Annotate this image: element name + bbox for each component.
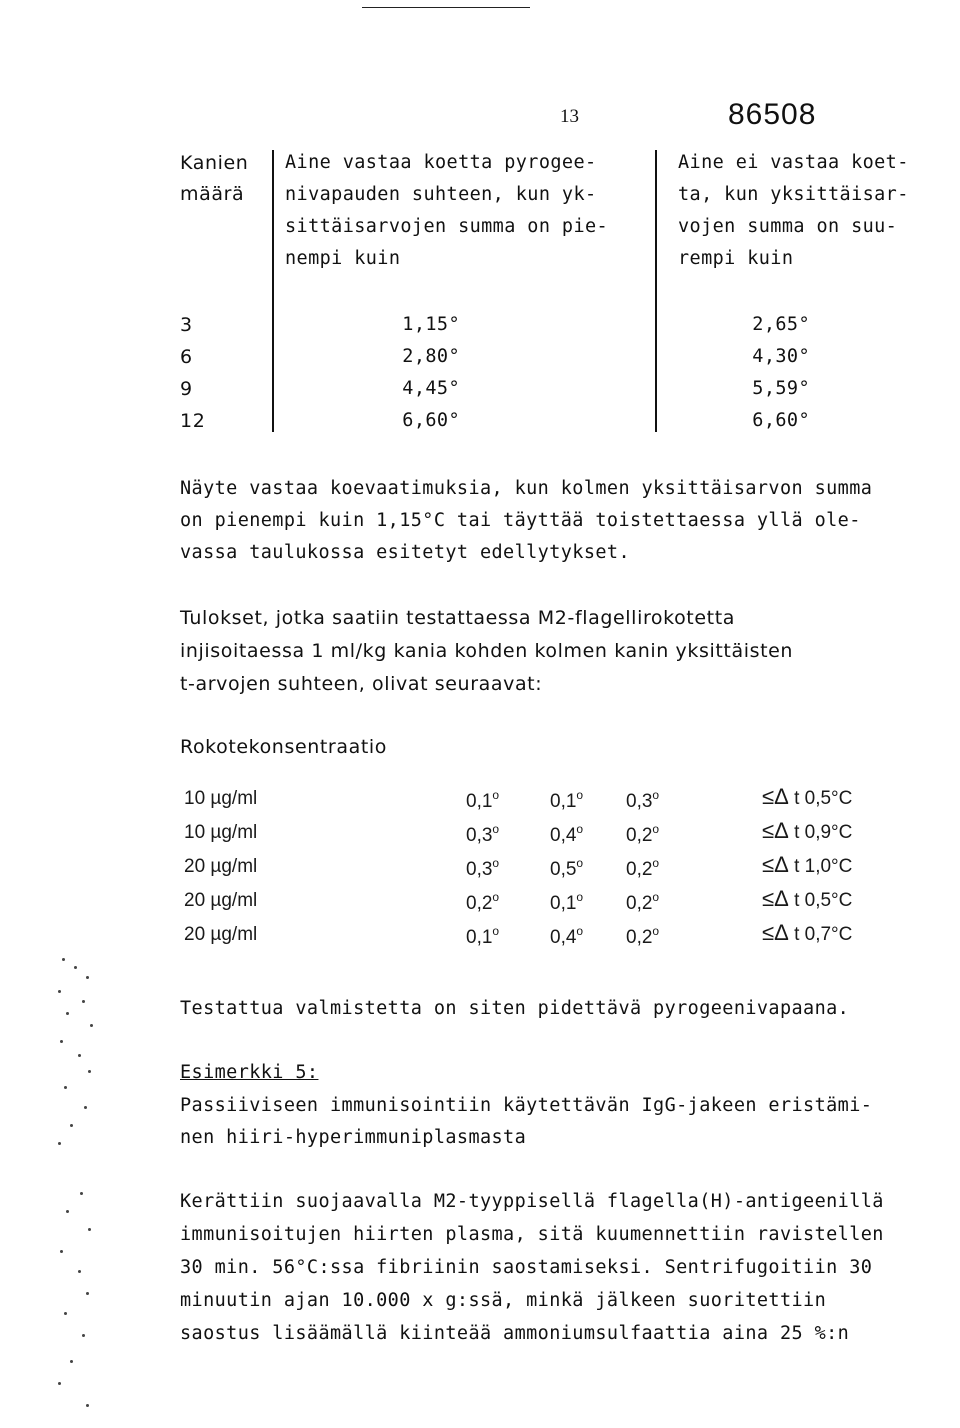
concentration-value: 20 µg/ml — [184, 890, 258, 911]
fail-limit: 6,60° — [752, 410, 810, 431]
header-fail-line-1: Aine ei vastaa koet- — [678, 152, 909, 173]
table-divider-left — [272, 150, 274, 432]
t-value-1: 0,3$^o$ — [466, 822, 500, 846]
results-intro-line-2: injisoitaessa 1 ml/kg kania kohden kolmen kanin yksittäisten — [180, 640, 794, 662]
header-pass-line-2: nivapauden suhteen, kun yk- — [285, 184, 597, 205]
t-value-3: 0,2$^o$ — [626, 856, 660, 880]
example-title-line-1: Passiiviseen immunisointiin käytettävän IgG-jakeen eristämi- — [180, 1095, 873, 1116]
example-title-line-2: nen hiiri-hyperimmuniplasmasta — [180, 1127, 527, 1148]
rabbit-count: 12 — [180, 410, 206, 432]
t-value-1: 0,2$^o$ — [466, 890, 500, 914]
header-fail-line-4: rempi kuin — [678, 248, 794, 269]
header-pass-line-1: Aine vastaa koetta pyrogee- — [285, 152, 597, 173]
t-value-3: 0,3$^o$ — [626, 788, 660, 812]
t-value-1: 0,3$^o$ — [466, 856, 500, 880]
sum-leq-delta-icon: ≤Δ — [762, 784, 789, 809]
header-pass-line-4: nempi kuin — [285, 248, 401, 269]
header-fail-line-2: ta, kun yksittäisar- — [678, 184, 909, 205]
concentration-value: 20 µg/ml — [184, 924, 258, 945]
header-pass-line-3: sittäisarvojen summa on pie- — [285, 216, 609, 237]
fail-limit: 5,59° — [752, 378, 810, 399]
procedure-paragraph-line-1: Kerättiin suojaavalla M2-tyyppisellä flagella(H)-antigeenillä — [180, 1191, 884, 1212]
example-heading: Esimerkki 5: — [180, 1062, 319, 1083]
fail-limit: 2,65° — [752, 314, 810, 335]
concentration-value: 20 µg/ml — [184, 856, 258, 877]
t-value-2: 0,1$^o$ — [550, 788, 584, 812]
t-value-2: 0,4$^o$ — [550, 822, 584, 846]
results-intro-line-1: Tulokset, jotka saatiin testattaessa M2-flagellirokotetta — [180, 607, 735, 629]
procedure-paragraph-line-4: minuutin ajan 10.000 x g:ssä, minkä jälkeen suoritettiin — [180, 1290, 827, 1311]
delta-t-sum: ≤Δ t 1,0°C — [762, 852, 853, 877]
requirement-paragraph-line-2: on pienempi kuin 1,15°C tai täyttää toistettaessa yllä ole- — [180, 510, 861, 531]
delta-t-sum: ≤Δ t 0,9°C — [762, 818, 853, 843]
t-value-1: 0,1$^o$ — [466, 924, 500, 948]
t-value-2: 0,4$^o$ — [550, 924, 584, 948]
procedure-paragraph-line-3: 30 min. 56°C:ssa fibriinin saostamiseksi. Sentrifugoitiin 30 — [180, 1257, 873, 1278]
t-value-3: 0,2$^o$ — [626, 924, 660, 948]
requirement-paragraph-line-3: vassa taulukossa esitetyt edellytykset. — [180, 542, 630, 563]
pass-limit: 4,45° — [402, 378, 460, 399]
requirement-paragraph-line-1: Näyte vastaa koevaatimuksia, kun kolmen yksittäisarvon summa — [180, 478, 873, 499]
delta-t-sum: ≤Δ t 0,5°C — [762, 886, 853, 911]
results-intro-line-3: t-arvojen suhteen, olivat seuraavat: — [180, 673, 543, 695]
scan-top-rule — [362, 7, 530, 8]
delta-t-sum: ≤Δ t 0,5°C — [762, 784, 853, 809]
header-fail-line-3: vojen summa on suu- — [678, 216, 898, 237]
pass-limit: 6,60° — [402, 410, 460, 431]
pass-limit: 2,80° — [402, 346, 460, 367]
header-rabbit-count-line-1: Kanien — [180, 152, 249, 174]
sum-leq-delta-icon: ≤Δ — [762, 818, 789, 843]
t-value-2: 0,1$^o$ — [550, 890, 584, 914]
rabbit-count: 6 — [180, 346, 193, 368]
table-divider-right — [655, 150, 657, 432]
conclusion: Testattua valmistetta on siten pidettävä pyrogeenivapaana. — [180, 998, 850, 1019]
pass-limit: 1,15° — [402, 314, 460, 335]
delta-t-sum: ≤Δ t 0,7°C — [762, 920, 853, 945]
document-number: 86508 — [728, 98, 817, 131]
t-value-3: 0,2$^o$ — [626, 890, 660, 914]
concentration-value: 10 µg/ml — [184, 788, 258, 809]
sum-leq-delta-icon: ≤Δ — [762, 920, 789, 945]
procedure-paragraph-line-2: immunisoitujen hiirten plasma, sitä kuumennettiin ravistellen — [180, 1224, 884, 1245]
rabbit-count: 9 — [180, 378, 193, 400]
concentration-value: 10 µg/ml — [184, 822, 258, 843]
fail-limit: 4,30° — [752, 346, 810, 367]
t-value-3: 0,2$^o$ — [626, 822, 660, 846]
t-value-1: 0,1$^o$ — [466, 788, 500, 812]
sum-leq-delta-icon: ≤Δ — [762, 852, 789, 877]
rabbit-count: 3 — [180, 314, 193, 336]
header-rabbit-count-line-2: määrä — [180, 183, 245, 205]
concentration-heading: Rokotekonsentraatio — [180, 736, 387, 758]
sum-leq-delta-icon: ≤Δ — [762, 886, 789, 911]
page-number: 13 — [560, 106, 579, 127]
t-value-2: 0,5$^o$ — [550, 856, 584, 880]
procedure-paragraph-line-5: saostus lisäämällä kiinteää ammoniumsulfaattia aina 25 %:n — [180, 1323, 850, 1344]
